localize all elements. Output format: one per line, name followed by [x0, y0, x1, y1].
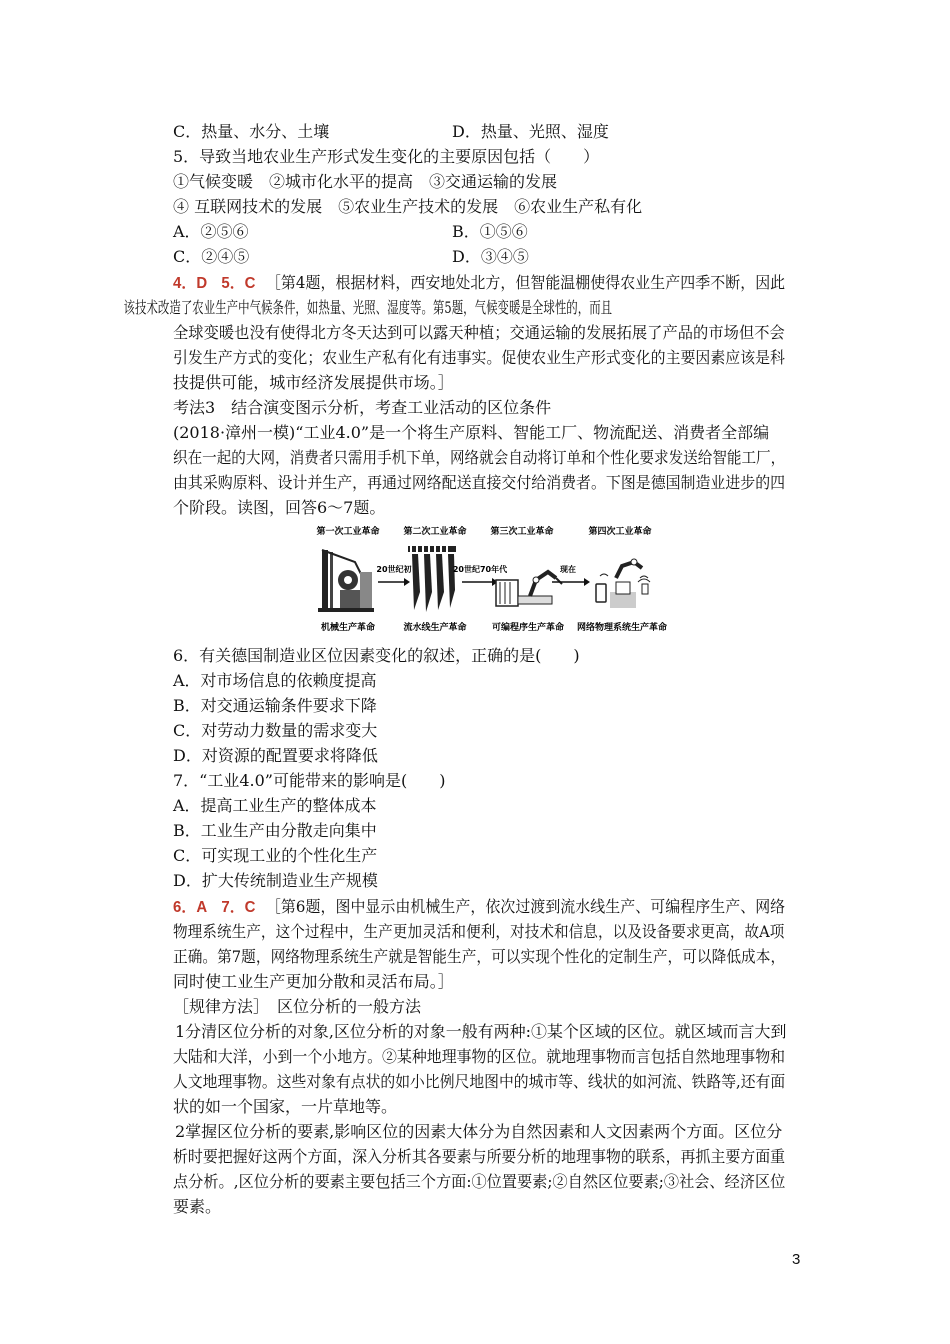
answer-key-4: 4．D: [173, 275, 208, 292]
q6-option-b: B．对交通运输条件要求下降: [173, 696, 377, 715]
intro-line: 个阶段。读图，回答6～7题。: [173, 498, 386, 517]
answer-4-5-text: 技提供可能，城市经济发展提供市场。］: [173, 373, 454, 392]
assembly-line-icon: [408, 546, 456, 612]
q5-option-a: A．②⑤⑥: [173, 222, 249, 241]
method-paragraph-1-line: 大陆和大洋，小到一个小地方。②某种地理事物的区位。就地理事物而言包括自然地理事物和: [173, 1047, 786, 1066]
figure-arrow-label: 现在: [560, 565, 576, 574]
answer-4-5-text: ［第4题，根据材料，西安地处北方，但智能温棚使得农业生产四季不断，因此: [265, 273, 786, 292]
q5-option-b: B．①⑤⑥: [452, 222, 528, 241]
q5-stem: 5．导致当地农业生产形式发生变化的主要原因包括（ ）: [173, 147, 600, 166]
answer-4-5-row: [173, 320, 785, 345]
q6-option-c: C．对劳动力数量的需求变大: [173, 721, 378, 740]
industry-revolution-figure: [300, 522, 680, 640]
q5-option-c: C．②④⑤: [173, 247, 250, 266]
q5-items-line1: ①气候变暖 ②城市化水平的提高 ③交通运输的发展: [173, 172, 558, 191]
answer-6-7-row: [173, 919, 785, 944]
figure-top-label: 第三次工业革命: [490, 527, 554, 537]
figure-arrow-label: 20世纪初: [376, 565, 412, 574]
arrow-head-icon: [584, 578, 590, 586]
q5-option-row-2: [173, 247, 529, 267]
mechanical-loom-icon: [318, 550, 374, 612]
q4-option-c: C．热量、水分、土壤: [173, 122, 330, 141]
method-paragraph-1-line: 1分清区位分析的对象,区位分析的对象一般有两种:①某个区域的区位。就区域而言大到: [175, 1022, 787, 1041]
q7-option-b: B．工业生产由分散走向集中: [173, 821, 377, 840]
figure-top-label: 第二次工业革命: [403, 527, 467, 537]
answer-key-7: 7．C: [221, 899, 256, 916]
page-number: 3: [792, 1251, 801, 1268]
method-paragraph-2-line: 2掌握区位分析的要素,影响区位的因素大体分为自然因素和人文因素两个方面。区位分: [175, 1122, 783, 1141]
answer-4-5-text: 全球变暖也没有使得北方冬天达到可以露天种植；交通运输的发展拓展了产品的市场但不会: [173, 323, 785, 342]
answer-4-5: [123, 270, 786, 395]
answer-key-6: 6．A: [173, 899, 208, 916]
answer-6-7-text: ［第6题，图中显示由机械生产，依次过渡到流水线生产、可编程序生产、网络: [265, 897, 786, 916]
answer-6-7: [173, 894, 786, 994]
figure-top-label: 第一次工业革命: [316, 527, 380, 537]
answer-key-5: 5．C: [221, 275, 256, 292]
answer-4-5-text: 该技术改造了农业生产中气候条件，如热量、光照、湿度等。第5题，气候变暖是全球性的，而且: [123, 298, 613, 317]
method-paragraph-1-line: 人文地理事物。这些对象有点状的如小比例尺地图中的城市等、线状的如河流、铁路等,还有面: [173, 1072, 786, 1091]
q7-stem: 7．“工业4.0”可能带来的影响是( ): [173, 771, 446, 790]
programmable-robot-icon: [496, 572, 562, 606]
answer-6-7-row: [173, 944, 786, 969]
q7-option-d: D．扩大传统制造业生产规模: [173, 871, 378, 890]
q6-option-d: D．对资源的配置要求将降低: [173, 746, 378, 765]
arrow-head-icon: [404, 578, 410, 586]
method-paragraph-2-line: 析时要把握好这两个方面，深入分析其各要素与所要分析的地理事物的联系，再抓主要方面重: [173, 1147, 786, 1166]
answer-6-7-text: 同时使工业生产更加分散和灵活布局。］: [173, 972, 454, 991]
answer-6-7-text: 物理系统生产，这个过程中，生产更加灵活和便利，对技术和信息，以及设备要求更高，故A项: [173, 922, 785, 941]
intro-line: 织在一起的大网，消费者只需用手机下单，网络就会自动将订单和个性化要求发送给智能工厂，: [173, 448, 786, 467]
rule-heading: ［规律方法］ 区位分析的一般方法: [173, 997, 422, 1016]
answer-4-5-row: [173, 345, 785, 370]
figure-bottom-label: 机械生产革命: [320, 623, 376, 633]
method-3-heading: 考法3 结合演变图示分析，考查工业活动的区位条件: [173, 398, 552, 417]
method-paragraph-2-line: 要素。: [173, 1197, 222, 1216]
figure-bottom-label: 可编程序生产革命: [491, 623, 565, 633]
figure-bottom-label: 网络物理系统生产革命: [576, 623, 668, 633]
q7-option-c: C．可实现工业的个性化生产: [173, 846, 378, 865]
q4-option-d: D．热量、光照、湿度: [452, 122, 609, 141]
q5-option-row-1: [173, 222, 528, 242]
answer-4-5-row: [0, 295, 613, 320]
answer-6-7-row: [173, 969, 783, 994]
method-paragraph-2-line: 点分析。,区位分析的要素主要包括三个方面:①位置要素;②自然区位要素;③社会、经济区位: [173, 1172, 786, 1191]
q6-stem: 6．有关德国制造业区位因素变化的叙述，正确的是( ): [173, 646, 580, 665]
answer-4-5-row: [173, 270, 786, 295]
answer-6-7-text: 正确。第7题，网络物理系统生产就是智能生产，可以实现个性化的定制生产，可以降低成本，: [173, 947, 786, 966]
answer-4-5-row: [173, 370, 783, 395]
method-paragraph-1-line: 状的如一个国家，一片草地等。: [173, 1097, 398, 1116]
q5-option-d: D．③④⑤: [452, 247, 529, 266]
figure-top-label: 第四次工业革命: [588, 527, 652, 537]
cyber-physical-system-icon: [596, 559, 650, 608]
answer-4-5-text: 引发生产方式的变化；农业生产私有化有违事实。促使农业生产形式变化的主要因素应该是科: [173, 348, 785, 367]
q4-option-row: [173, 122, 609, 142]
q5-items-line2: ④ 互联网技术的发展 ⑤农业生产技术的发展 ⑥农业生产私有化: [173, 197, 643, 216]
q6-option-a: A．对市场信息的依赖度提高: [173, 671, 377, 690]
figure-bottom-label: 流水线生产革命: [403, 623, 467, 633]
intro-line: (2018·漳州一模)“工业4.0”是一个将生产原料、智能工厂、物流配送、消费者全部编: [173, 423, 770, 442]
figure-arrow-label: 20世纪70年代: [452, 565, 508, 574]
answer-6-7-row: [173, 894, 786, 919]
intro-line: 由其采购原料、设计并生产，再通过网络配送直接交付给消费者。下图是德国制造业进步的四: [173, 473, 786, 492]
q7-option-a: A．提高工业生产的整体成本: [173, 796, 377, 815]
